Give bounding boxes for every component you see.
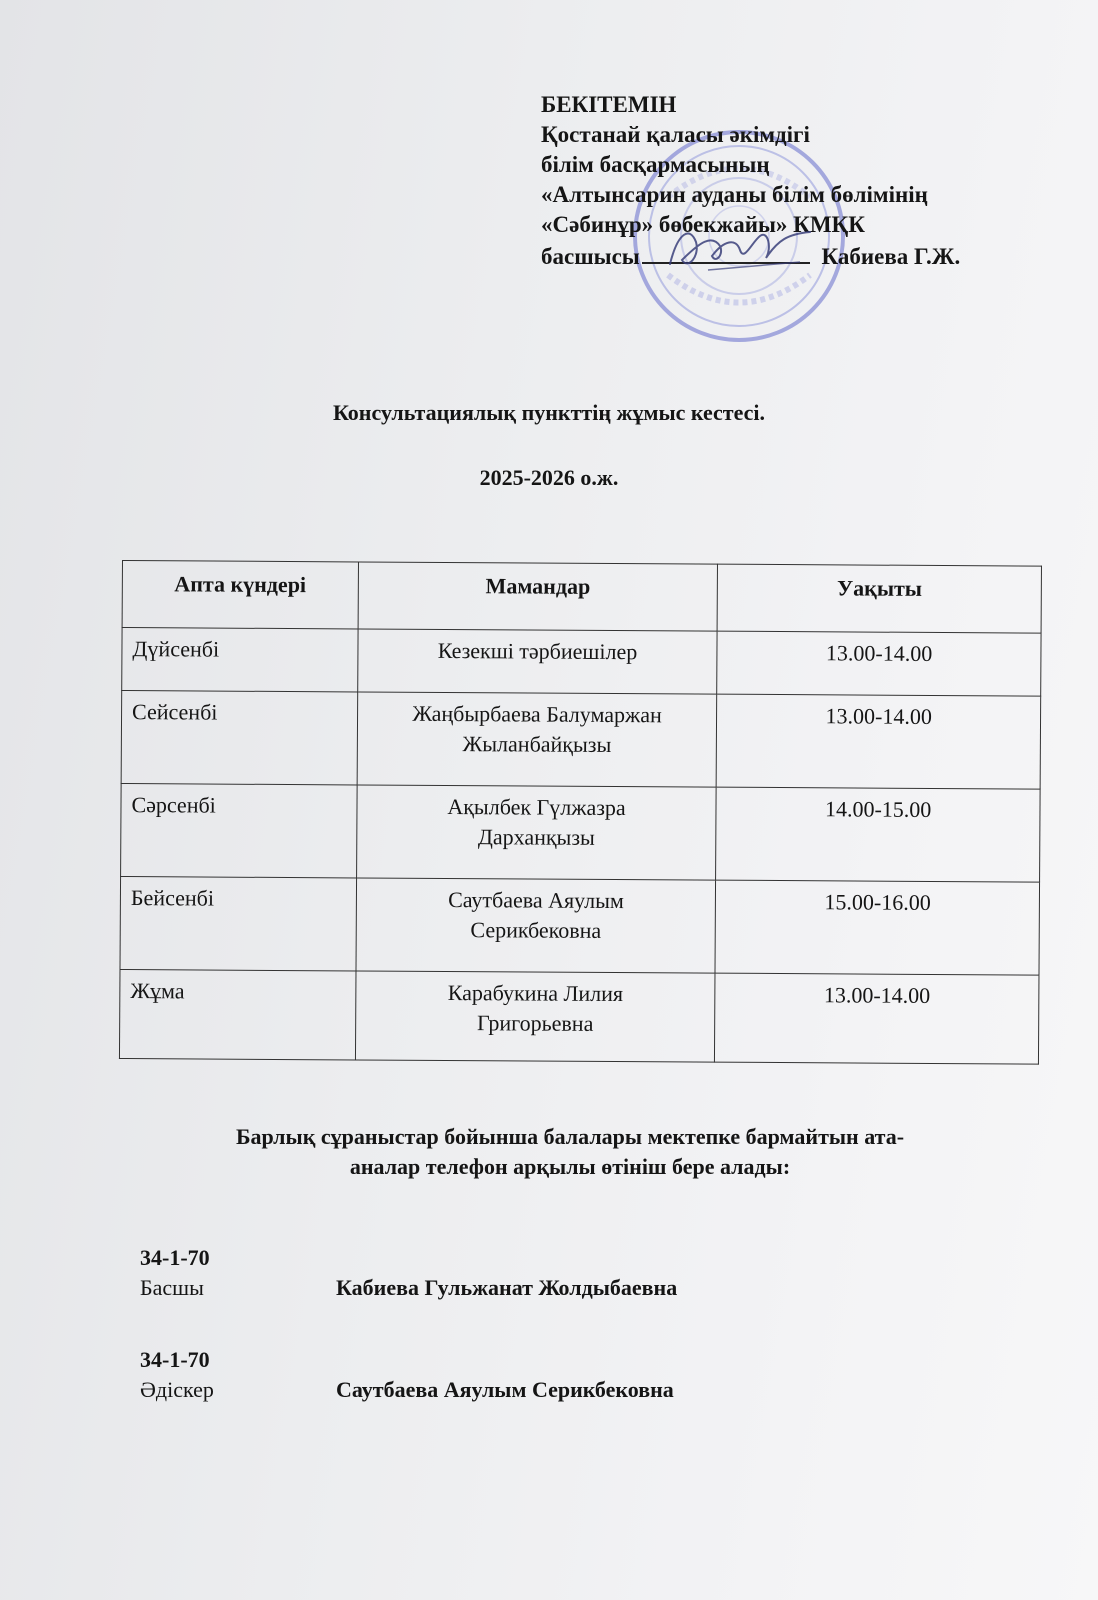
document-title: Консультациялық пункттің жұмыс кестесі. [332,400,766,425]
table-row [119,969,1039,1064]
cell-day: Сейсенбі [121,691,357,785]
specialist-line: Ақылбек Гүлжазра [447,793,626,821]
signer-name: Кабиева Г.Ж. [821,244,961,269]
contact-block [140,1243,677,1303]
contact-row [140,1273,677,1303]
cell-specialist [357,629,717,694]
schedule-table [119,560,1042,1065]
specialist-line: Саутбаева Аяулым [448,886,624,914]
cell-day: Бейсенбі [120,876,356,970]
table-row [121,691,1041,790]
cell-time: 15.00-16.00 [715,880,1039,975]
header-time: Уақыты [717,564,1041,633]
contact-phone: 34-1-70 [140,1245,210,1270]
specialist-line: Кезекші тәрбиешілер [437,637,638,665]
cell-specialist [356,878,716,973]
header-specialists: Мамандар [358,562,718,631]
table-row [120,876,1040,975]
approval-line: Қостанай қаласы әкімдігі [541,122,810,147]
contact-role: Басшы [140,1275,204,1300]
contact-name: Кабиева Гульжанат Жолдыбаевна [336,1275,678,1300]
specialist-line: Карабукина Лилия [447,979,624,1007]
approval-line: «Алтынсарин ауданы білім бөлімінің [541,182,928,207]
specialist-line: Григорьевна [477,1010,594,1036]
cell-time: 13.00-14.00 [715,973,1039,1064]
note-line: Барлық сұраныстар бойынша балалары мектепке бармайтын ата- [235,1124,905,1149]
cell-specialist [356,785,716,880]
handwritten-signature [660,212,820,282]
sign-prefix: басшысы [541,244,640,269]
cell-day: Сәрсенбі [121,783,357,877]
note-line: аналар телефон арқылы өтініш бере алады: [349,1154,791,1179]
header-weekday: Апта күндері [122,561,358,629]
specialist-line: Серикбековна [470,917,602,943]
cell-time: 14.00-15.00 [716,787,1040,882]
approval-heading: БЕКІТЕМІН [541,92,677,117]
cell-specialist [357,692,717,787]
table-header-row [122,561,1041,634]
specialist-line: Жыланбайқызы [462,731,612,757]
cell-day: Жұма [119,969,355,1059]
cell-time: 13.00-14.00 [717,631,1041,696]
specialist-line: Жаңбырбаева Балумаржан [412,700,662,728]
contact-name: Саутбаева Аяулым Серикбековна [336,1377,674,1402]
contact-role: Әдіскер [140,1377,214,1402]
parents-note [150,1122,990,1182]
approval-line: білім басқармасының [541,152,770,177]
table-row [122,628,1041,697]
contact-row [140,1375,674,1405]
table-row [121,783,1041,882]
contact-block [140,1345,674,1405]
approval-line: «Сәбинұр» бөбекжайы» КМҚК [541,212,865,237]
contact-phone: 34-1-70 [140,1347,210,1372]
cell-day: Дүйсенбі [122,628,358,692]
academic-year: 2025-2026 о.ж. [479,465,619,490]
cell-time: 13.00-14.00 [717,694,1041,789]
specialist-line: Дарханқызы [477,824,595,850]
cell-specialist [355,971,715,1062]
